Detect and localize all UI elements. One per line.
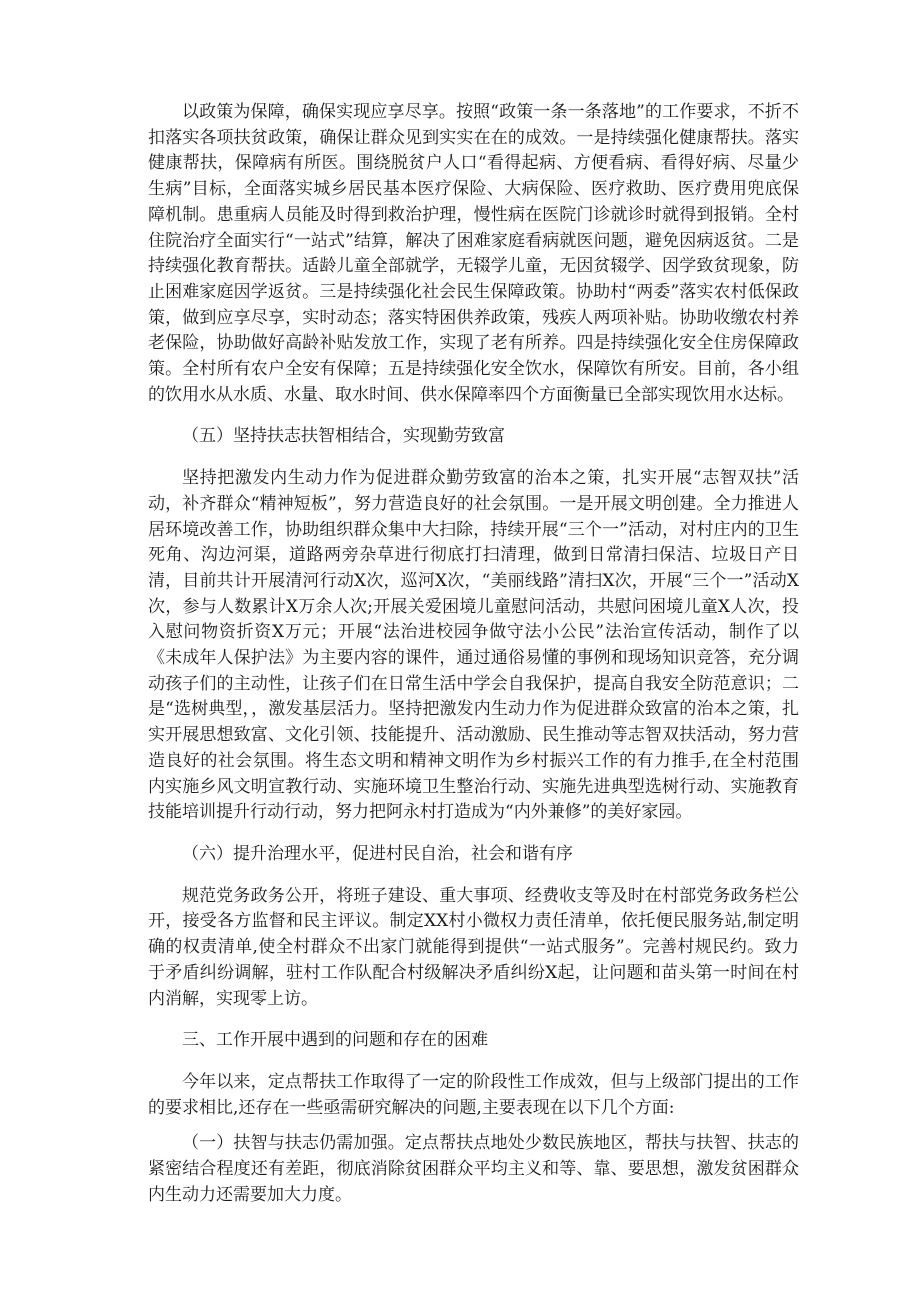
paragraph-motivation: 坚持把激发内生动力作为促进群众勤劳致富的治本之策，扎实开展“志智双扶”活动，补齐群众“精神短板”，努力营造良好的社会氛围。一是开展文明创建。全力推进人居环境改善工作，协助组织群众集中大扫除，持续开展“三个一”活动，对村庄内的卫生死角、沟边河渠，道路两旁杂草进行彻底打扫清理，做到日常清扫保洁、垃圾日产日清，目前共计开展清河行动X次，巡河X次，“美丽线路”清扫X次，开展“三个一”活动X次，参与人数累计X万余人次;开展关爱困境儿童慰问活动，共慰问困境儿童X人次，投入慰问物资折资X万元；开展“法治进校园争做守法小公民”法治宣传活动，制作了以《未成年人保护法》为主要内容的课件，通过通俗易懂的事例和现场知识竞答，充分调动孩子们的主动性，让孩子们在日常生活中学会自我保护，提高自我安全防范意识；二是“选树典型，，激发基层活力。坚持把激发内生动力作为促进群众致富的治本之策，扎实开展思想致富、文化引领、技能提升、活动激励、民生推动等志智双扶活动，努力营造良好的社会氛围。将生态文明和精神文明作为乡村振兴工作的有力推手,在全村范围内实施乡风文明宣教行动、实施环境卫生整治行动、实施先进典型选树行动、实施教育技能培训提升行动行动，努力把阿永村打造成为“内外兼修”的美好家园。 [148, 468, 799, 823]
section-heading-5: （五）坚持扶志扶智相结合，实现勤劳致富 [182, 426, 505, 447]
section-heading-6: （六）提升治理水平，促进村民自治，社会和谐有序 [182, 843, 573, 864]
paragraph-problem-1: （一）扶智与扶志仍需加强。定点帮扶点地处少数民族地区，帮扶与扶智、扶志的紧密结合程度还有差距，彻底消除贫困群众平均主义和等、靠、要思想，激发贫困群众内生动力还需要加大力度。 [148, 1133, 799, 1205]
paragraph-governance: 规范党务政务公开，将班子建设、重大事项、经费收支等及时在村部党务政务栏公开，接受各方监督和民主评议。制定XX村小微权力责任清单，依托便民服务站,制定明确的权责清单,使全村群众不出家门就能得到提供“一站式服务”。完善村规民约。致力于矛盾纠纷调解，驻村工作队配合村级解决矛盾纠纷X起，让问题和苗头第一时间在村内消解，实现零上访。 [148, 885, 799, 1009]
paragraph-problems-intro: 今年以来，定点帮扶工作取得了一定的阶段性工作成效，但与上级部门提出的工作的要求相比,还存在一些亟需研究解决的问题,主要表现在以下几个方面: [148, 1071, 799, 1118]
document-body [148, 100, 799, 1208]
paragraph-policy-guarantee: 以政策为保障，确保实现应享尽享。按照“政策一条一条落地”的工作要求，不折不扣落实各项扶贫政策，确保让群众见到实实在在的成效。一是持续强化健康帮扶。落实健康帮扶，保障病有所医。围绕脱贫户人口“看得起病、方便看病、看得好病、尽量少生病”目标，全面落实城乡居民基本医疗保险、大病保险、医疗救助、医疗费用兜底保障机制。患重病人员能及时得到救治护理，慢性病在医院门诊就诊时就得到报销。全村住院治疗全面实行“一站式”结算，解决了困难家庭看病就医问题，避免因病返贫。二是持续强化教育帮扶。适龄儿童全部就学，无辍学儿童，无因贫辍学、因学致贫现象，防止困难家庭因学返贫。三是持续强化社会民生保障政策。协助村“两委”落实农村低保政策，做到应享尽享，实时动态；落实特困供养政策，残疾人两项补贴。协助收缴农村养老保险，协助做好高龄补贴发放工作，实现了老有所养。四是持续强化安全住房保障政策。全村所有农户全安有保障；五是持续强化安全饮水，保障饮有所安。目前，各小组的饮用水从水质、水量、取水时间、供水保障率四个方面衡量已全部实现饮用水达标。 [148, 102, 799, 405]
chapter-heading-3: 三、工作开展中遇到的问题和存在的困难 [182, 1030, 488, 1051]
